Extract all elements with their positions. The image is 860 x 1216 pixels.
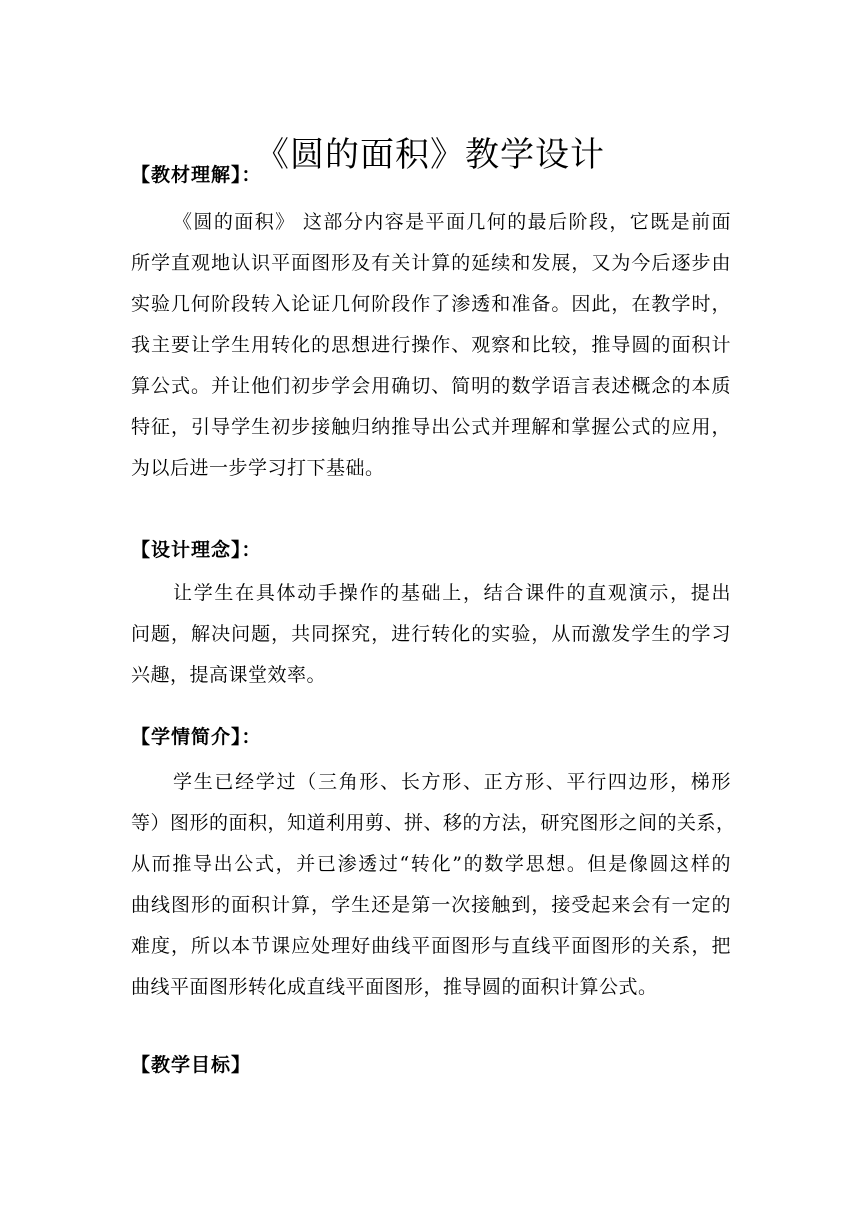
- paragraph-line: 特征，引导学生初步接触归纳推导出公式并理解和掌握公式的应用，: [131, 416, 731, 438]
- section-body-textbook-understanding: [131, 202, 731, 489]
- paragraph-line: 学生已经学过（三角形、长方形、正方形、平行四边形，梯形: [173, 771, 731, 793]
- paragraph-line: 我主要让学生用转化的思想进行操作、观察和比较，推导圆的面积计: [131, 334, 731, 356]
- section-body-design-concept: [131, 573, 731, 696]
- paragraph-line: 《圆的面积》 这部分内容是平面几何的最后阶段，它既是前面: [173, 211, 731, 233]
- paragraph-line: 让学生在具体动手操作的基础上，结合课件的直观演示，提出: [173, 582, 731, 604]
- paragraph-line: 曲线平面图形转化成直线平面图形，推导圆的面积计算公式。: [131, 976, 658, 998]
- paragraph-line: 等）图形的面积，知道利用剪、拼、移的方法，研究图形之间的关系，: [131, 812, 736, 834]
- paragraph-line: 所学直观地认识平面图形及有关计算的延续和发展，又为今后逐步由: [131, 252, 731, 274]
- section-heading-student-situation: 【学情简介】：: [131, 726, 262, 748]
- section-heading-design-concept: 【设计理念】：: [131, 539, 262, 561]
- paragraph-line: 为以后进一步学习打下基础。: [131, 457, 385, 479]
- paragraph-line: 从而推导出公式，并已渗透过“转化”的数学思想。但是像圆这样的: [131, 853, 731, 875]
- paragraph-line: 问题，解决问题，共同探究，进行转化的实验，从而激发学生的学习: [131, 623, 731, 645]
- section-body-student-situation: [131, 762, 736, 1008]
- paragraph-line: 算公式。并让他们初步学会用确切、简明的数学语言表述概念的本质: [131, 375, 731, 397]
- paragraph-line: 实验几何阶段转入论证几何阶段作了渗透和准备。因此，在教学时，: [131, 293, 731, 315]
- section-heading-textbook-understanding: 【教材理解】：: [131, 164, 262, 186]
- paragraph-line: 曲线图形的面积计算，学生还是第一次接触到，接受起来会有一定的: [131, 894, 731, 916]
- document-title: 《圆的面积》教学设计: [255, 134, 605, 175]
- paragraph-line: 兴趣，提高课堂效率。: [131, 664, 327, 686]
- section-heading-teaching-objectives: 【教学目标】: [131, 1054, 252, 1076]
- paragraph-line: 难度，所以本节课应处理好曲线平面图形与直线平面图形的关系，把: [131, 935, 731, 957]
